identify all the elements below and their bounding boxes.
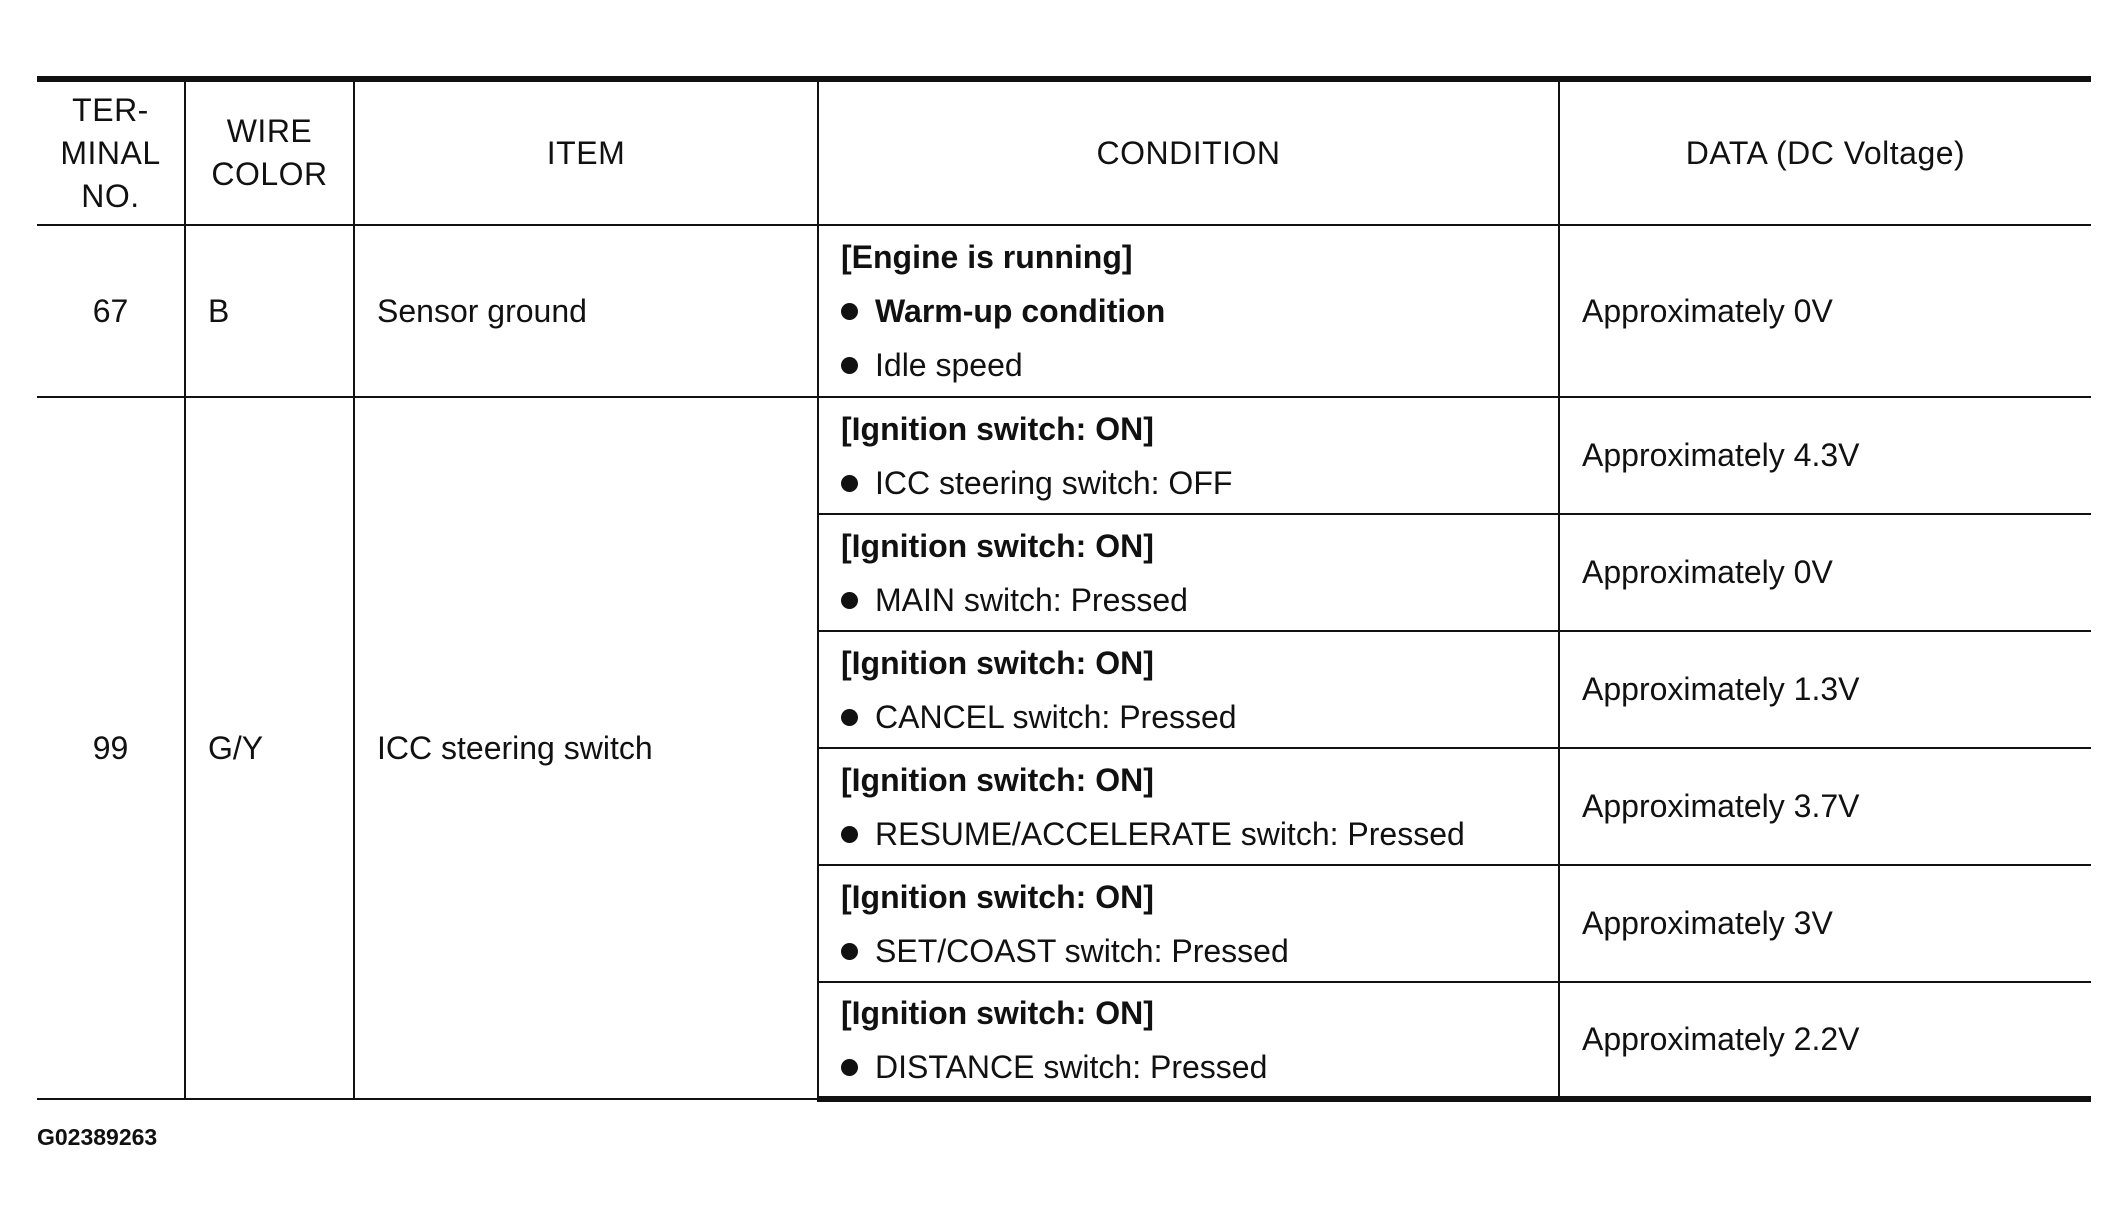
condition-title: [Engine is running] bbox=[841, 239, 1133, 275]
data-cell: Approximately 3V bbox=[1559, 865, 2091, 982]
bullet-icon bbox=[841, 475, 858, 492]
condition-bullet: ICC steering switch: OFF bbox=[841, 456, 1558, 510]
condition-bullet: Warm-up condition bbox=[841, 284, 1558, 338]
table-row-terminal-67 bbox=[37, 225, 2091, 397]
condition-title: [Ignition switch: ON] bbox=[841, 878, 1154, 915]
data-cell: Approximately 0V bbox=[1559, 514, 2091, 631]
item-cell: ICC steering switch bbox=[354, 397, 818, 1099]
bullet-icon bbox=[841, 709, 858, 726]
condition-title: [Ignition switch: ON] bbox=[841, 527, 1154, 564]
header-condition: CONDITION bbox=[818, 79, 1559, 225]
condition-bullet: CANCEL switch: Pressed bbox=[841, 690, 1558, 744]
header-terminal-no: TER- MINAL NO. bbox=[37, 79, 185, 225]
header-data: DATA (DC Voltage) bbox=[1559, 79, 2091, 225]
condition-bullet: MAIN switch: Pressed bbox=[841, 573, 1558, 627]
condition-cell bbox=[818, 225, 1559, 397]
data-cell: Approximately 3.7V bbox=[1559, 748, 2091, 865]
wire-color-cell: G/Y bbox=[185, 397, 354, 1099]
bullet-icon bbox=[841, 826, 858, 843]
condition-cell bbox=[818, 631, 1559, 748]
condition-cell bbox=[818, 865, 1559, 982]
figure-code: G02389263 bbox=[37, 1124, 158, 1150]
terminal-data-table bbox=[37, 76, 2091, 1102]
data-cell: Approximately 4.3V bbox=[1559, 397, 2091, 514]
bullet-icon bbox=[841, 357, 858, 374]
header-wire-color: WIRE COLOR bbox=[185, 79, 354, 225]
item-cell: Sensor ground bbox=[354, 225, 818, 397]
condition-title: [Ignition switch: ON] bbox=[841, 410, 1154, 447]
bullet-icon bbox=[841, 1059, 858, 1076]
table-row-terminal-99 bbox=[37, 397, 2091, 514]
condition-bullet: DISTANCE switch: Pressed bbox=[841, 1040, 1558, 1094]
header-item: ITEM bbox=[354, 79, 818, 225]
data-cell: Approximately 2.2V bbox=[1559, 982, 2091, 1099]
condition-cell bbox=[818, 982, 1559, 1099]
bullet-icon bbox=[841, 592, 858, 609]
condition-bullet: SET/COAST switch: Pressed bbox=[841, 924, 1558, 978]
condition-bullet: Idle speed bbox=[841, 338, 1558, 392]
condition-bullet: RESUME/ACCELERATE switch: Pressed bbox=[841, 807, 1558, 861]
condition-title: [Ignition switch: ON] bbox=[841, 761, 1154, 798]
condition-title: [Ignition switch: ON] bbox=[841, 644, 1154, 681]
condition-cell bbox=[818, 748, 1559, 865]
condition-cell bbox=[818, 514, 1559, 631]
bullet-icon bbox=[841, 303, 858, 320]
data-cell: Approximately 1.3V bbox=[1559, 631, 2091, 748]
wire-color-cell: B bbox=[185, 225, 354, 397]
bullet-icon bbox=[841, 943, 858, 960]
data-cell: Approximately 0V bbox=[1559, 225, 2091, 397]
condition-title: [Ignition switch: ON] bbox=[841, 994, 1154, 1031]
terminal-cell: 67 bbox=[37, 225, 185, 397]
condition-cell bbox=[818, 397, 1559, 514]
header-row bbox=[37, 79, 2091, 225]
terminal-cell: 99 bbox=[37, 397, 185, 1099]
